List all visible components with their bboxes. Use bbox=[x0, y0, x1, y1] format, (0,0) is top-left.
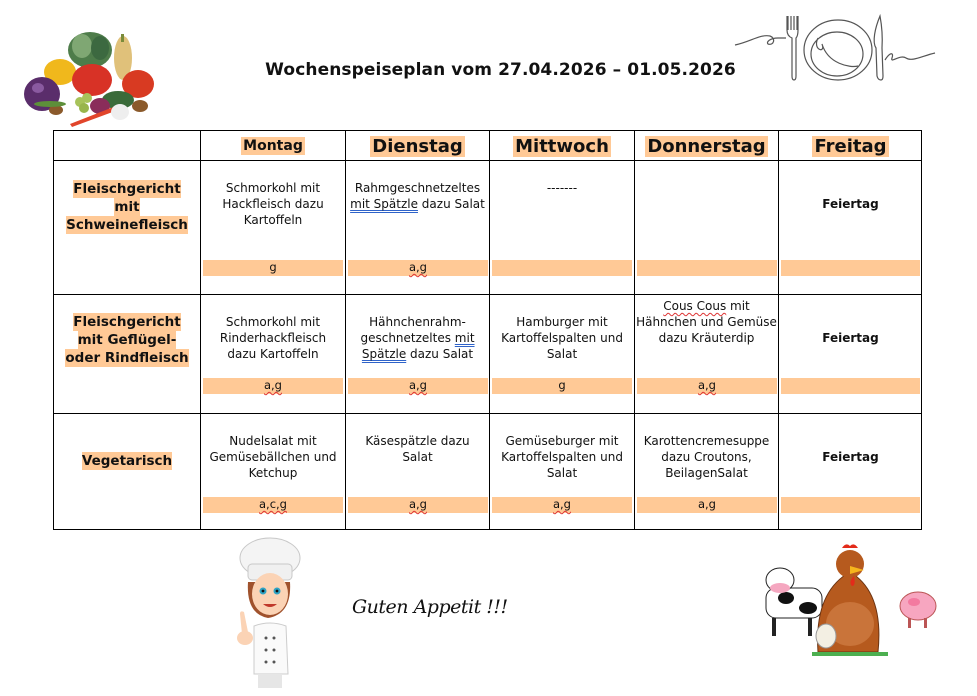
category-line: Fleischgericht bbox=[73, 181, 181, 197]
menu-table bbox=[53, 130, 922, 530]
allergen-bar bbox=[492, 260, 632, 276]
allergen-bar bbox=[492, 497, 632, 513]
spelling-underline: Cous Cous bbox=[663, 299, 727, 313]
allergen-bar bbox=[348, 378, 488, 394]
dish-cell: Hamburger mit Kartoffelspalten und Salat bbox=[501, 315, 623, 361]
allergen-bar bbox=[781, 378, 920, 394]
allergen-bar bbox=[492, 378, 632, 394]
dish-cell: Cous Cous mit Hähnchen und Gemüse dazu Kräuterdip bbox=[636, 299, 777, 345]
category-vegetarisch bbox=[54, 451, 200, 471]
category-line: Schweinefleisch bbox=[66, 217, 188, 233]
dish-cell: Schmorkohl mit Hackfleisch dazu Kartoffeln bbox=[222, 181, 324, 227]
allergen-bar bbox=[203, 260, 343, 276]
day-header-donnerstag bbox=[635, 131, 778, 161]
page-title bbox=[0, 60, 977, 80]
grammar-underline: mit Spätzle bbox=[361, 331, 475, 361]
holiday-cell: Feiertag bbox=[822, 450, 879, 464]
category-gefluegel-rind bbox=[54, 312, 200, 368]
allergen-bar bbox=[781, 497, 920, 513]
grid-line bbox=[54, 294, 921, 295]
greeting-text: Guten Appetit !!! bbox=[352, 596, 508, 618]
dish-cell: Schmorkohl mit Rinderhackfleisch dazu Kartoffeln bbox=[219, 315, 327, 361]
grid-line bbox=[489, 131, 490, 529]
dish-cell: Hähnchenrahm- geschnetzeltes mit Spätzle dazu Salat bbox=[360, 315, 475, 361]
allergen-code: a,g bbox=[408, 497, 427, 511]
category-line: Vegetarisch bbox=[81, 453, 173, 469]
day-header-montag bbox=[201, 131, 345, 161]
holiday-cell: Feiertag bbox=[822, 197, 879, 211]
day-header-dienstag bbox=[346, 131, 489, 161]
holiday-cell: Feiertag bbox=[822, 331, 879, 345]
allergen-bar bbox=[637, 260, 777, 276]
dish-cell: Nudelsalat mit Gemüsebällchen und Ketchup bbox=[209, 434, 337, 480]
grid-line bbox=[54, 413, 921, 414]
category-line: oder Rindfleisch bbox=[65, 350, 189, 366]
category-schweinefleisch bbox=[54, 179, 200, 235]
dish-cell: Gemüseburger mit Kartoffelspalten und Salat bbox=[501, 434, 623, 480]
dish-cell: ------- bbox=[546, 181, 578, 195]
allergen-code: a,g bbox=[263, 378, 282, 392]
grid-line bbox=[778, 131, 779, 529]
allergen-code: a,c,g bbox=[259, 497, 287, 511]
day-header-freitag bbox=[779, 131, 922, 161]
page-title-text: Wochenspeiseplan vom 27.04.2026 – 01.05.2026 bbox=[265, 60, 736, 80]
day-label: Mittwoch bbox=[515, 135, 609, 157]
dish-cell: Rahmgeschnetzeltes mit Spätzle dazu Salat bbox=[350, 181, 485, 211]
allergen-bar bbox=[348, 260, 488, 276]
day-label: Freitag bbox=[814, 135, 887, 157]
chef-illustration bbox=[228, 534, 310, 690]
grid-line bbox=[200, 131, 201, 529]
category-line: Fleischgericht bbox=[73, 314, 181, 330]
category-line: mit bbox=[114, 199, 140, 215]
allergen-code: g bbox=[558, 378, 566, 392]
day-header-mittwoch bbox=[490, 131, 634, 161]
day-label: Donnerstag bbox=[647, 135, 766, 157]
dish-cell: Käsespätzle dazu Salat bbox=[365, 434, 470, 464]
grid-line bbox=[345, 131, 346, 529]
allergen-code: a,g bbox=[408, 260, 427, 274]
dish-cell: Karottencremesuppe dazu Croutons, BeilagenSalat bbox=[643, 434, 770, 480]
allergen-bar bbox=[348, 497, 488, 513]
allergen-code: a,g bbox=[697, 497, 716, 511]
day-label: Montag bbox=[243, 138, 303, 154]
allergen-bar bbox=[781, 260, 920, 276]
allergen-bar bbox=[203, 497, 343, 513]
day-label: Dienstag bbox=[372, 135, 463, 157]
allergen-code: a,g bbox=[697, 378, 716, 392]
farm-animals-illustration bbox=[758, 542, 942, 660]
allergen-code: a,g bbox=[408, 378, 427, 392]
allergen-bar bbox=[203, 378, 343, 394]
allergen-code: g bbox=[269, 260, 277, 274]
allergen-code: a,g bbox=[552, 497, 571, 511]
allergen-bar bbox=[637, 378, 777, 394]
allergen-bar bbox=[637, 497, 777, 513]
grammar-underline: mit Spätzle bbox=[350, 197, 418, 211]
category-line: mit Geflügel- bbox=[77, 332, 177, 348]
